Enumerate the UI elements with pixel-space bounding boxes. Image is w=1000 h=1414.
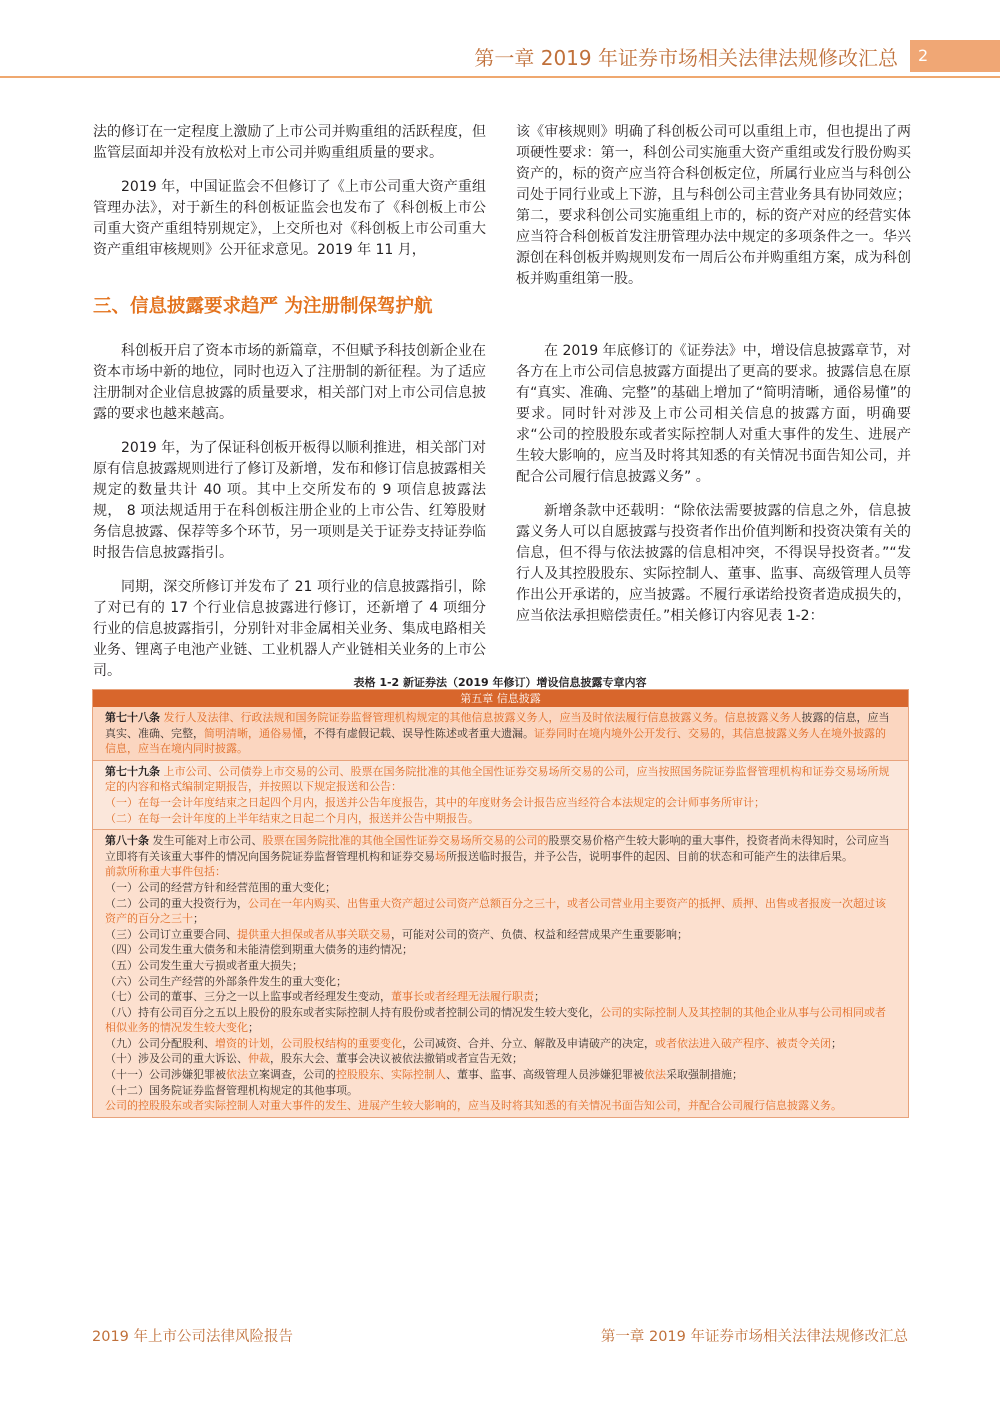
- header-chapter-title: 第一章 2019 年证券市场相关法律法规修改汇总: [474, 46, 898, 70]
- article-80-item: （九）公司分配股利、增资的计划，公司股权结构的重要变化，公司减资、合并、分立、解散及申请破产的决定，或者依法进入破产程序、被责令关闭；: [105, 1036, 842, 1050]
- table-row-article-80: [93, 829, 908, 1117]
- article-79-item: （二）在每一会计年度的上半年结束之日起二个月内，报送并公告中期报告。: [105, 811, 479, 825]
- top-right-column: [516, 122, 911, 290]
- disclosure-table: [92, 689, 909, 1118]
- article-80-item: （十一）公司涉嫌犯罪被依法立案调查，公司的控股股东、实际控制人、董事、监事、高级管理人员涉嫌犯罪被依法采取强制措施；: [105, 1068, 743, 1082]
- paragraph: 在 2019 年底修订的《证券法》中，增设信息披露章节，对各方在上市公司信息披露方面提出了更高的要求。披露信息在原有“真实、准确、完整”的基础上增加了“简明清晰，通俗易懂”的要求。同时针对涉及上市公司相关信息的披露方面，明确要求“公司的控股股东或者实际控制人对重大事件的发生、进展产生较大影响的，应当及时将其知悉的有关情况书面告知公司，并配合公司履行信息披露义务” 。: [516, 343, 911, 485]
- article-78-text: 第七十八条 发行人及法律、行政法规和国务院证券监督管理机构规定的其他信息披露义务人，应当及时依法履行信息披露义务。信息披露义务人披露的信息，应当真实、准确、完整，简明清晰，通俗易懂，不得有虚假记载、误导性陈述或者重大遗漏。证券同时在境内境外公开发行、交易的，其信息披露义务人在境外披露的信息，应当在境内同时披露。: [105, 711, 890, 756]
- article-79-text: 第七十九条 上市公司、公司债券上市交易的公司、股票在国务院批准的其他全国性证券交易场所交易的公司，应当按照国务院证券监督管理机构和证券交易场所规定的内容和格式编制定期报告，并按照以下规定报送和公告：: [105, 764, 890, 794]
- article-80-lead: 前款所称重大事件包括：: [105, 865, 226, 879]
- article-80-item: （二）公司的重大投资行为，公司在一年内购买、出售重大资产超过公司资产总额百分之三十，或者公司营业用主要资产的抵押、质押、出售或者报废一次超过该资产的百分之三十；: [105, 896, 886, 926]
- section-heading: 三、信息披露要求趋严 为注册制保驾护航: [93, 296, 433, 317]
- mid-left-column: [93, 341, 486, 682]
- mid-right-column: [516, 341, 911, 627]
- paragraph: 同期，深交所修订并发布了 21 项行业的信息披露指引，除了对已有的 17 个行业信息披露进行修订，还新增了 4 项细分行业的信息披露指引，分别针对非金属相关业务、集成电路相关业务、锂离子电池产业链、工业机器人产业链相关业务的上市公司。: [93, 579, 486, 679]
- table-caption: 表格 1-2 新证券法（2019 年修订）增设信息披露专章内容: [353, 676, 647, 689]
- article-79-item: （一）在每一会计年度结束之日起四个月内，报送并公告年度报告，其中的年度财务会计报告应当经符合本法规定的会计师事务所审计；: [105, 795, 765, 809]
- article-80-item: （十）涉及公司的重大诉讼、仲裁，股东大会、董事会决议被依法撤销或者宣告无效；: [105, 1052, 523, 1066]
- article-80-item: （三）公司订立重要合同、提供重大担保或者从事关联交易，可能对公司的资产、负债、权益和经营成果产生重要影响；: [105, 927, 688, 941]
- top-left-column: [93, 122, 486, 261]
- table-row-article-78: [93, 707, 908, 760]
- article-80-item: （十二）国务院证券监督管理机构规定的其他事项。: [105, 1083, 358, 1097]
- article-label: 第七十九条: [105, 764, 160, 778]
- article-80-item: （一）公司的经营方针和经营范围的重大变化；: [105, 880, 336, 894]
- article-80-item: （四）公司发生重大债务和未能清偿到期重大债务的违约情况；: [105, 943, 413, 957]
- header-divider: [0, 76, 1000, 78]
- footer-chapter-title: 第一章 2019 年证券市场相关法律法规修改汇总: [600, 1329, 908, 1345]
- paragraph: 2019 年，中国证监会不但修订了《上市公司重大资产重组管理办法》，对于新生的科创板证监会也发布了《科创板上市公司重大资产重组特别规定》，上交所也对《科创板上市公司重大资产重组审核规则》公开征求意见。2019 年 11 月，: [93, 179, 486, 258]
- article-label: 第八十条: [105, 834, 149, 848]
- article-80-item: （五）公司发生重大亏损或者重大损失；: [105, 958, 303, 972]
- article-80-item: （八）持有公司百分之五以上股份的股东或者实际控制人持有股份或者控制公司的情况发生较大变化，公司的实际控制人及其控制的其他企业从事与公司相同或者相似业务的情况发生较大变化；: [105, 1005, 886, 1035]
- article-80-text: 第八十条 发生可能对上市公司、股票在国务院批准的其他全国性证券交易场所交易的公司的股票交易价格产生较大影响的重大事件，投资者尚未得知时，公司应当立即将有关该重大事件的情况向国务院证券监督管理机构和证券交易场所报送临时报告，并予公告，说明事件的起因、目前的状态和可能产生的法律后果。: [105, 834, 890, 863]
- footer-report-title: 2019 年上市公司法律风险报告: [92, 1329, 294, 1345]
- paragraph: 2019 年，为了保证科创板开板得以顺利推进，相关部门对原有信息披露规则进行了修订及新增，发布和修订信息披露相关规定的数量共计 40 项。其中上交所发布的 9 项信息披露法规， 8 项法规适用于在科创板注册企业的上市公告、红筹股财务信息披露、保荐等多个环节，另一项则是关于证券支持证券临时报告信息披露指引。: [93, 440, 486, 561]
- article-80-item: （六）公司生产经营的外部条件发生的重大变化；: [105, 974, 347, 988]
- article-label: 第七十八条: [105, 711, 160, 724]
- paragraph: 科创板开启了资本市场的新篇章，不但赋予科技创新企业在资本市场中新的地位，同时也迈入了注册制的新征程。为了适应注册制对企业信息披露的质量要求，相关部门对上市公司信息披露的要求也越来越高。: [93, 343, 486, 422]
- table-row-article-79: [93, 760, 908, 829]
- table-header: 第五章 信息披露: [93, 690, 908, 707]
- article-80-item: （七）公司的董事、三分之一以上监事或者经理发生变动，董事长或者经理无法履行职责；: [105, 990, 545, 1004]
- article-80-tail: 公司的控股股东或者实际控制人对重大事件的发生、进展产生较大影响的，应当及时将其知悉的有关情况书面告知公司，并配合公司履行信息披露义务。: [105, 1099, 842, 1113]
- paragraph: 新增条款中还载明：“除依法需要披露的信息之外，信息披露义务人可以自愿披露与投资者作出价值判断和投资决策有关的信息，但不得与依法披露的信息相冲突，不得误导投资者。”“发行人及其控股股东、实际控制人、董事、监事、高级管理人员等作出公开承诺的，应当披露。不履行承诺给投资者造成损失的，应当依法承担赔偿责任。”相关修订内容见表 1-2：: [516, 503, 911, 624]
- page-number: 2: [910, 40, 1000, 72]
- paragraph: 法的修订在一定程度上激励了上市公司并购重组的活跃程度，但监管层面却并没有放松对上市公司并购重组质量的要求。: [93, 124, 486, 161]
- paragraph: 该《审核规则》明确了科创板公司可以重组上市，但也提出了两项硬性要求：第一，科创公司实施重大资产重组或发行股份购买资产的，标的资产应当符合科创板定位，所属行业应当与科创公司处于同行业或上下游，且与科创公司主营业务具有协同效应；第二，要求科创公司实施重组上市的，标的资产对应的经营实体应当符合科创板首发注册管理办法中规定的多项条件之一。华兴源创在科创板并购规则发布一周后公布并购重组方案，成为科创板并购重组第一股。: [516, 124, 911, 287]
